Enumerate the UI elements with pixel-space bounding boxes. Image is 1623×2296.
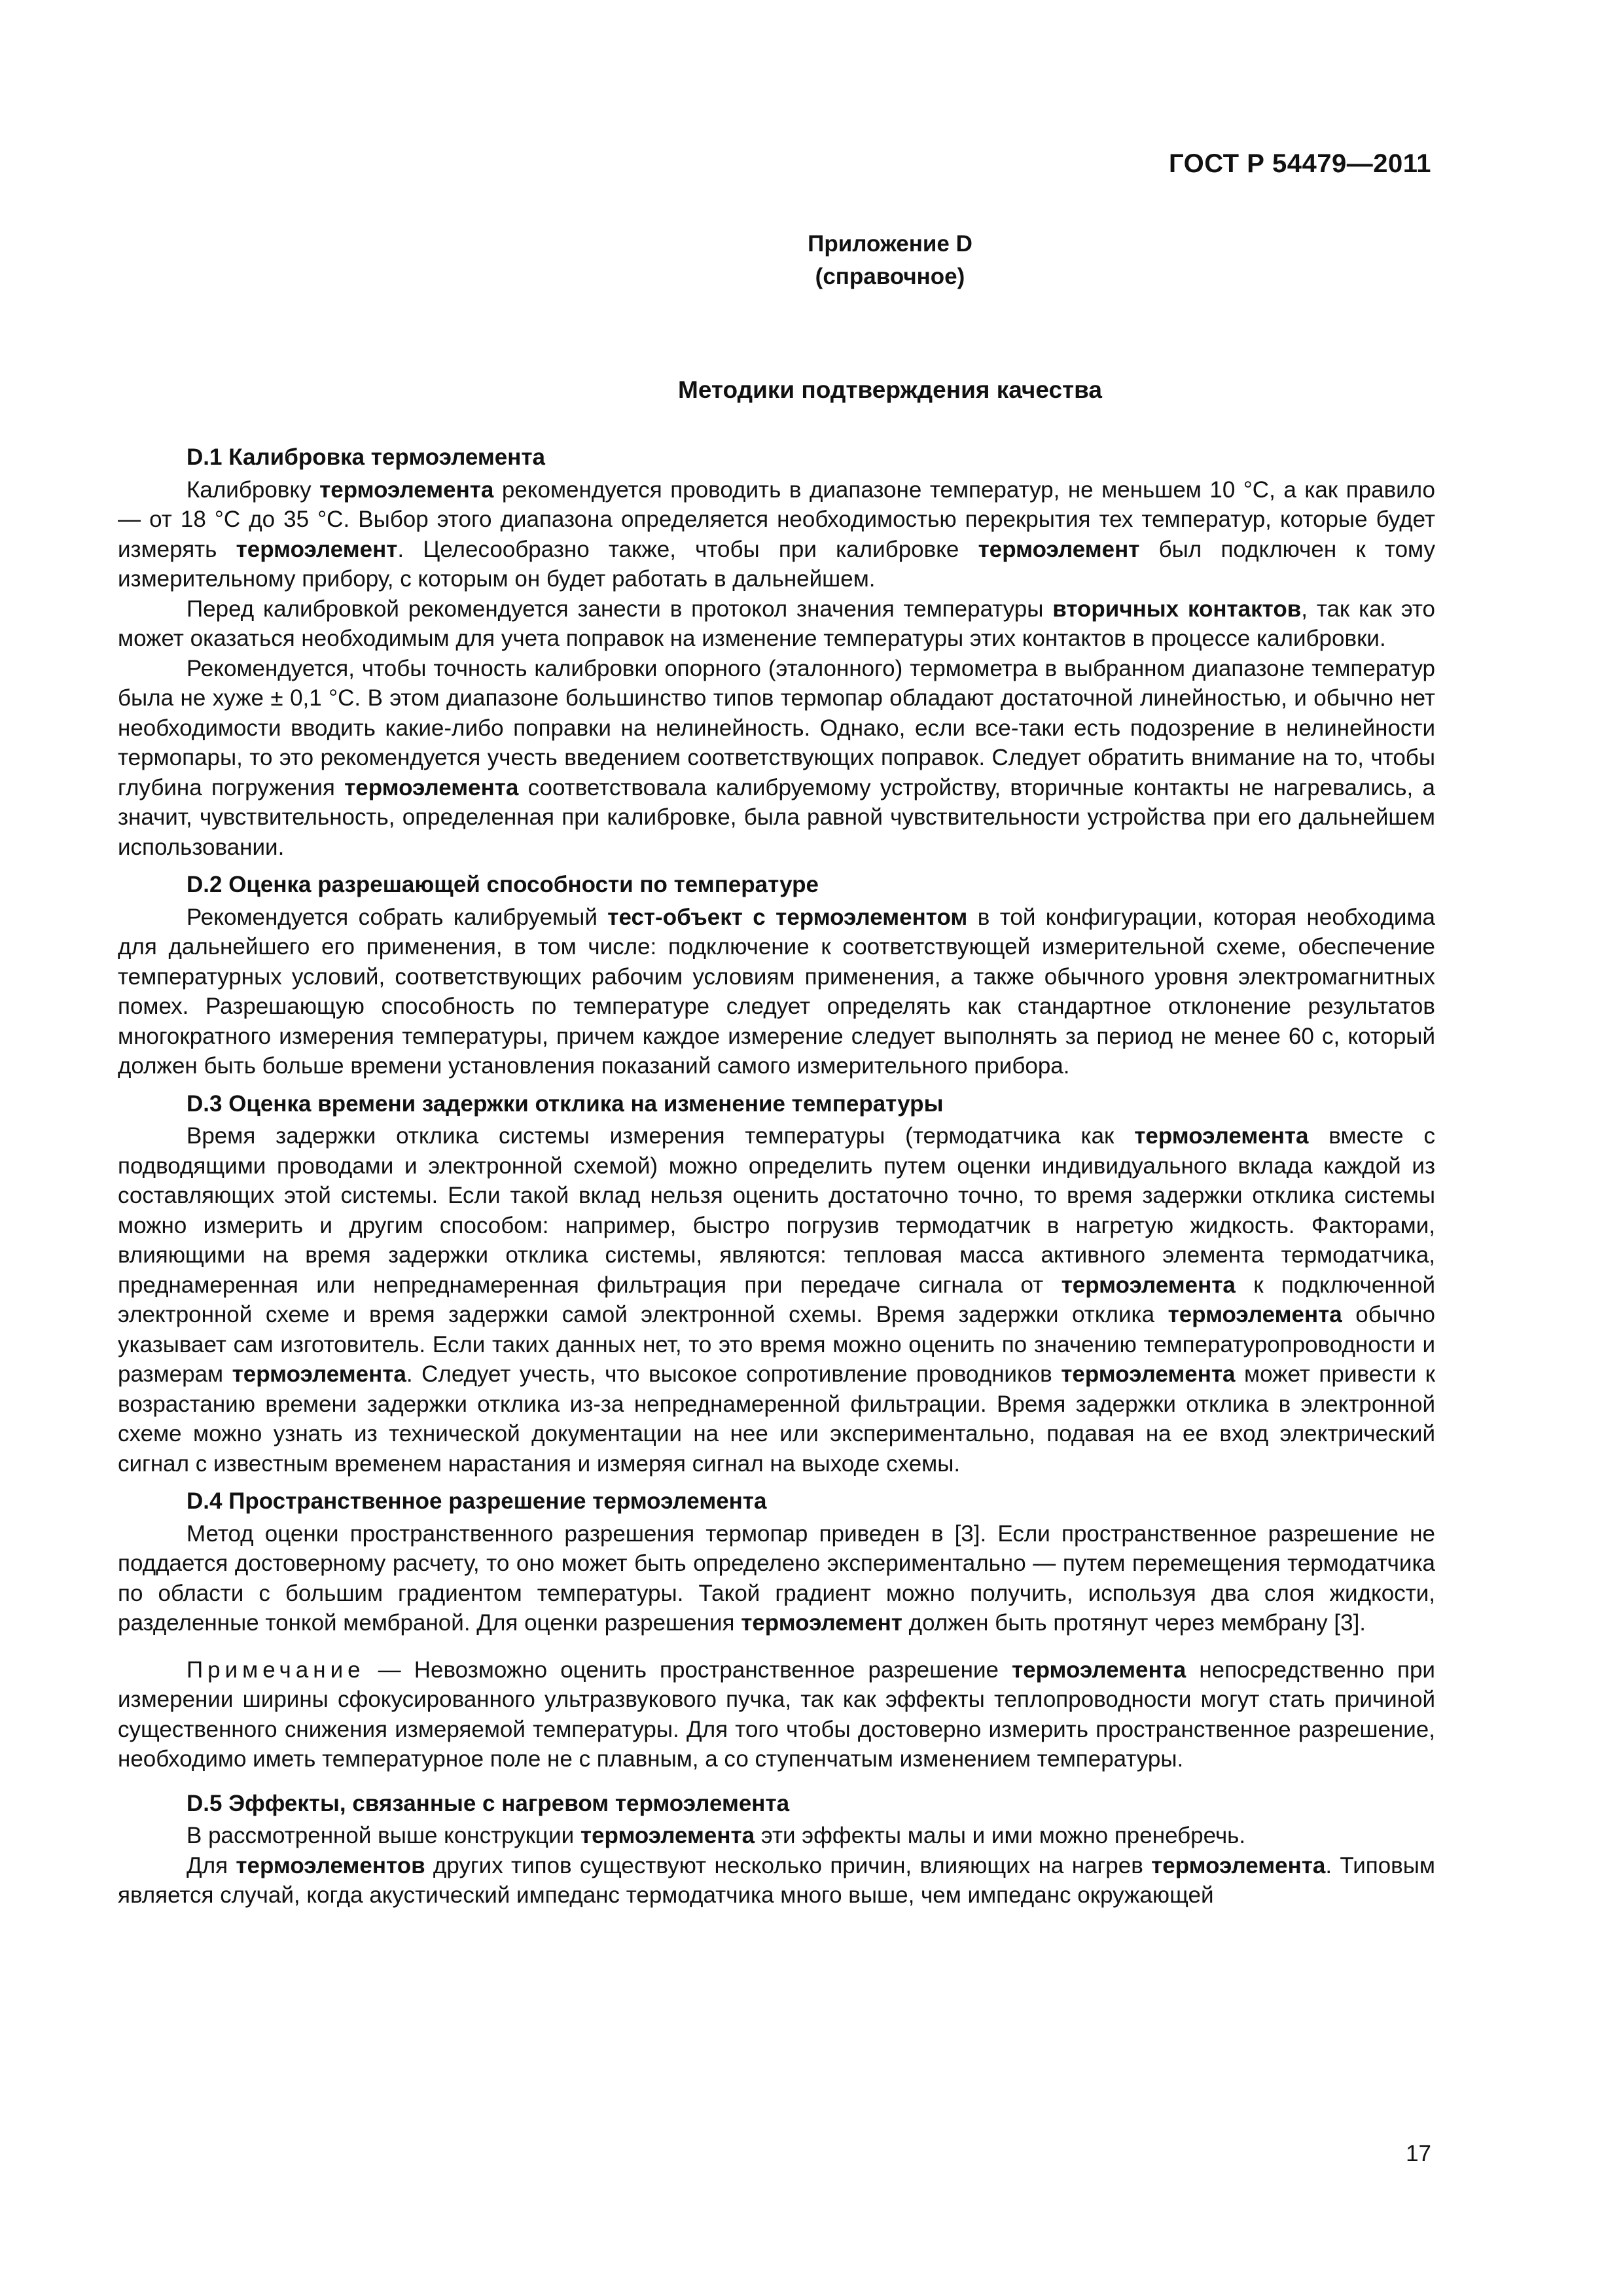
text-run: Перед калибровкой рекомендуется занести в протокол значения температуры (187, 596, 1053, 622)
text-run: был подключен к тому измерительному прибору, с которым он будет работать в дальнейшем. (118, 536, 1435, 592)
text-run: непосредственно при измерении ширины сфокусированного ультразвукового пучка, так как эффекты теплопроводности могут стать причиной существенного снижения измеряемой температуры. Для того чтобы достоверно измерить пространственное разрешение, необходимо иметь температурное поле не с плавным, а со ступенчатым изменением температуры. (118, 1657, 1435, 1772)
text-run: . Типовым является случай, когда акустический импеданс термодатчика много выше, чем импеданс окружающей (118, 1852, 1435, 1908)
bold-term: термоэлемент (741, 1610, 902, 1636)
bold-term: термоэлементов (236, 1852, 425, 1878)
paragraph (118, 475, 1435, 594)
bold-term: термоэлемента (232, 1361, 406, 1387)
bold-term: термоэлемента (580, 1823, 755, 1848)
appendix-title: Приложение D (808, 231, 972, 257)
text-run: — Невозможно оценить пространственное разрешение (365, 1657, 1012, 1683)
section-heading-d3: D.3 Оценка времени задержки отклика на изменение температуры (187, 1090, 944, 1117)
appendix-label (0, 228, 1623, 293)
note-label: Примечание (187, 1657, 365, 1683)
paragraph (118, 1821, 1435, 1851)
text-run: Калибровку (187, 476, 320, 503)
text-run: должен быть протянут через мембрану [3]. (902, 1610, 1366, 1636)
bold-term: термоэлемента (1061, 1361, 1236, 1387)
section-heading-d4: D.4 Пространственное разрешение термоэлемента (187, 1488, 767, 1514)
text-run: Рекомендуется, чтобы точность калибровки опорного (эталонного) термометра в выбранном диапазоне температур была не хуже ± 0,1 °С. В этом диапазоне большинство типов термопар обладают достаточной линейностью, и обычно нет необходимости вводить какие-либо поправки на нелинейность. Однако, если все-таки есть подозрение в нелинейности термопары, то это рекомендуется учесть введением соответствующих поправок. Следует обратить внимание на то, чтобы глубина погружения (118, 655, 1435, 800)
paragraph (118, 903, 1435, 1081)
standard-code: ГОСТ Р 54479—2011 (1169, 149, 1431, 178)
bold-term: термоэлемента (1134, 1123, 1309, 1149)
bold-term: термоэлемента (344, 774, 519, 800)
bold-term: вторичных контактов (1052, 596, 1302, 622)
text-run: может привести к возрастанию времени задержки отклика из-за непреднамеренной фильтрации. Время задержки отклика в электронной схеме можно узнать из технической документации на нее или экспериментально, подавая на ее вход электрический сигнал с известным временем нарастания и измеряя сигнал на выходе схемы. (118, 1361, 1435, 1477)
text-run: Время задержки отклика системы измерения температуры (термодатчика как (187, 1123, 1135, 1149)
section-heading-d5: D.5 Эффекты, связанные с нагревом термоэлемента (187, 1790, 790, 1816)
bold-term: термоэлемента (1012, 1657, 1186, 1683)
bold-term: термоэлемент (236, 536, 398, 562)
text-run: соответствовала калибруемому устройству, вторичные контакты не нагревались, а значит, чувствительность, определенная при калибровке, была равной чувствительности устройства при его дальнейшем использовании. (118, 774, 1435, 860)
text-run: эти эффекты малы и ими можно пренебречь. (755, 1823, 1246, 1848)
paragraph (118, 1121, 1435, 1479)
paragraph (118, 654, 1435, 863)
text-run: В рассмотренной выше конструкции (187, 1823, 580, 1848)
text-run: других типов существуют несколько причин, влияющих на нагрев (425, 1852, 1152, 1878)
section-heading-d2: D.2 Оценка разрешающей способности по температуре (187, 872, 819, 897)
bold-term: термоэлемента (1061, 1272, 1236, 1298)
bold-term: термоэлемента (319, 476, 494, 503)
bold-term: тест-объект с термоэлементом (607, 904, 968, 930)
note-paragraph (118, 1655, 1435, 1774)
appendix-type: (справочное) (815, 264, 965, 289)
paragraph (118, 1851, 1435, 1910)
document-body (118, 435, 1435, 1910)
bold-term: термоэлемент (978, 536, 1140, 562)
text-run: Для (187, 1852, 236, 1878)
text-run: , так как это может оказаться необходимым для учета поправок на изменение температуры этих контактов в процессе калибровки. (118, 596, 1436, 651)
text-run: в той конфигурации, которая необходима для дальнейшего его применения, в том числе: подключение к соответствующей измерительной схеме, обеспечение температурных условий, соответствующих рабочим условиям применения, а также обычного уровня электромагнитных помех. Разрешающую способность по температуре следует определять как стандартное отклонение результатов многократного измерения температуры, причем каждое измерение следует выполнять за период не менее 60 с, который должен быть больше времени установления показаний самого измерительного прибора. (118, 904, 1435, 1079)
page-title (0, 376, 1623, 404)
text-run: вместе с подводящими проводами и электронной схемой) можно определить путем оценки индивидуального вклада каждой из составляющих этой системы. Если такой вклад нельзя оценить достаточно точно, то время задержки отклика системы можно измерить и другим способом: например, быстро погрузив термодатчик в нагретую жидкость. Факторами, влияющими на время задержки отклика системы, являются: тепловая масса активного элемента термодатчика, преднамеренная или непреднамеренная фильтрация при передаче сигнала от (118, 1123, 1435, 1298)
text-run: к подключенной электронной схеме и время задержки самой электронной схемы. Время задержки отклика (118, 1272, 1435, 1327)
page-title-text: Методики подтверждения качества (678, 376, 1102, 403)
text-run: Метод оценки пространственного разрешения термопар приведен в [3]. Если пространственное разрешение не поддается достоверному расчету, то оно может быть определено экспериментально — путем перемещения термодатчика по области с большим градиентом температуры. Такой градиент можно получить, используя два слоя жидкости, разделенные тонкой мембраной. Для оценки разрешения (118, 1520, 1435, 1636)
text-run: . Целесообразно также, чтобы при калибровке (397, 536, 978, 562)
text-run: Рекомендуется собрать калибруемый (187, 904, 608, 930)
paragraph (118, 1519, 1435, 1638)
section-heading-d1: D.1 Калибровка термоэлемента (187, 444, 546, 470)
text-run: обычно указывает сам изготовитель. Если таких данных нет, то это время можно оценить по значению температуропроводности и размерам (118, 1302, 1435, 1387)
text-run: рекомендуется проводить в диапазоне температур, не меньшем 10 °С, а как правило — от 18 °С до 35 °С. Выбор этого диапазона определяется необходимостью перекрытия тех температур, которые будет измерять (118, 476, 1436, 562)
bold-term: термоэлемента (1168, 1302, 1342, 1327)
bold-term: термоэлемента (1151, 1852, 1326, 1878)
text-run: . Следует учесть, что высокое сопротивление проводников (406, 1361, 1061, 1387)
paragraph (118, 594, 1435, 654)
page-number: 17 (1406, 2141, 1431, 2166)
